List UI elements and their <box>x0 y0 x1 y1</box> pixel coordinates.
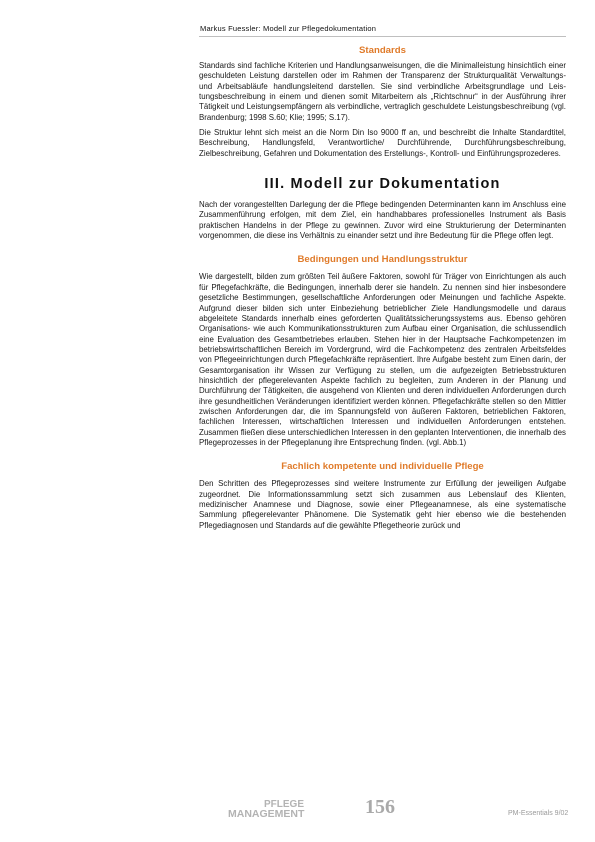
paragraph-bedingungen: Wie dargestellt, bilden zum größten Teil äußere Faktoren, sowohl für Träger von Einrichtungen als auch für Pflegefachkräfte, die Bedingungen, innerhalb derer sie handeln. Zu nennen sind hier insbesondere gesetzliche Bestimmungen, gesellschaftliche Anforderungen oder Meinungen und fachliche Aspekte. Aufgrund dieser bilden sich unter Einbeziehung betrieblicher Ziele Handlungsmodelle und daraus abgeleitete Standards innerhalb eines geforderten Qualitätssicherungssystems aus. Ebenso gehören Organisations- wie auch Kommunikationsstrukturen zum Aufbau einer Organisation, die schlussendlich eine Evaluation des Gesamtbetriebes erlauben. Stehen hier in der Hauptsache Fachkompetenzen im betriebswirtschaftlichen Bereich im Vordergrund, wird die Fachkompetenz des zentralen Arbeitsfeldes von Pflegeeinrichtungen durch Pflegefachkräfte repräsentiert. Ihre Aufgabe besteht zum Einen darin, der Gesamtorganisation ihr Wissen zur Verfügung zu stellen, um die aufgezeigten Betriebsstrukturen hinsichtlich der pflegerelevanten Aspekte fachlich zu begleiten, zum Anderen in der Planung und Durchführung der Tätigkeiten, die ausgehend von Klienten und deren individuellen Anforderungen durch ihre gesundheitlichen Veränderungen identifiziert werden können. Pflegefachkräfte stellen so den Mittler zwischen Anforderungen dar, die im Spannungsfeld von äußeren Faktoren, betrieblichen Faktoren, fachlichen Interessen, wirtschaftlichen Interessen und individuellen Anforderungen entstehen. Zusammen fließen diese unterschiedlichen Interessen in den geplanten Interventionen, die innerhalb des Pflegeprozesses in der Pflegeplanung ihre Entsprechung finden. (vgl. Abb.1) <box>199 272 566 447</box>
paragraph-chapter-intro: Nach der vorangestellten Darlegung der die Pflege bedingenden Determinanten kann im Anschluss eine Zusammenführung erfolgen, mit dem Ziel, ein handhabbares professionelles Instrument als Basis praktischen Handelns in der Pflege zu gewinnen. Zuvor wird eine Strukturierung der Determinanten vorgenommen, die diese ins Verhältnis zu einander setzt und ihre Bedeutung für die Pflege offen legt. <box>199 200 566 241</box>
paragraph-standards-2: Die Struktur lehnt sich meist an die Norm Din Iso 9000 ff an, und beschreibt die Inhalte Standardtitel, Beschreibung, Handlungsfeld, Verantwortliche/ Durchführende, Durchführungsbeschreibung, Zielbeschreibung, Gefahren und Dokumentation des Erstellungs-, Kontroll- und Einführungsprozederes. <box>199 128 566 158</box>
page-body <box>199 44 566 531</box>
paragraph-fachlich: Den Schritten des Pflegeprozesses sind weitere Instrumente zur Erfüllung der jeweiligen Aufgabe zugeordnet. Die Informationssammlung setzt sich zusammen aus Lebenslauf des Klienten, medizinischer Anamnese und Diagnose, sowie einer Pflegeanamnese, als eine systematische Sammlung pflegerelevanter Phänomene. Die Systematik geht hier ebenso wie die bestehenden Pflegediagnosen und Standards auf die gewählte Pflegetheorie zurück und <box>199 479 566 530</box>
section-heading-standards: Standards <box>359 45 406 56</box>
logo-line-1: PFLEGE <box>264 799 305 810</box>
page-number: 156 <box>365 796 395 818</box>
issue-label: PM-Essentials 9/02 <box>508 810 569 817</box>
logo-line-2: MANAGEMENT <box>228 808 305 819</box>
pflege-management-logo <box>226 797 338 819</box>
section-heading-fachlich: Fachlich kompetente und individuelle Pflege <box>281 461 484 473</box>
header-rule <box>199 36 566 37</box>
running-header: Markus Fuessler: Modell zur Pflegedokumentation <box>200 24 377 33</box>
chapter-heading: III. Modell zur Dokumentation <box>264 176 501 193</box>
paragraph-standards-1: Standards sind fachliche Kriterien und Handlungsanweisungen, die die Minimalleistung hinsichtlich einer geschuldeten Leistung darstellen oder im Rahmen der Transparenz der Strukturqualität Verwaltungs- und Arbeitsabläufe handlungsleitend darstellen. Sie sind verbindliche Arbeitsgrundlage und Leistungsbeschreibung in einem und dienen somit Mitarbeitern als „Richtschnur“ in der Ausführung ihrer Tätigkeit und Leistungsempfängern als verbindliche, vertraglich geschuldete Leistungsbeschreibung (vgl. Brandenburg; 1998 S.60; Klie; 1995; S.17). <box>199 61 566 122</box>
section-heading-bedingungen: Bedingungen und Handlungsstruktur <box>297 254 468 266</box>
